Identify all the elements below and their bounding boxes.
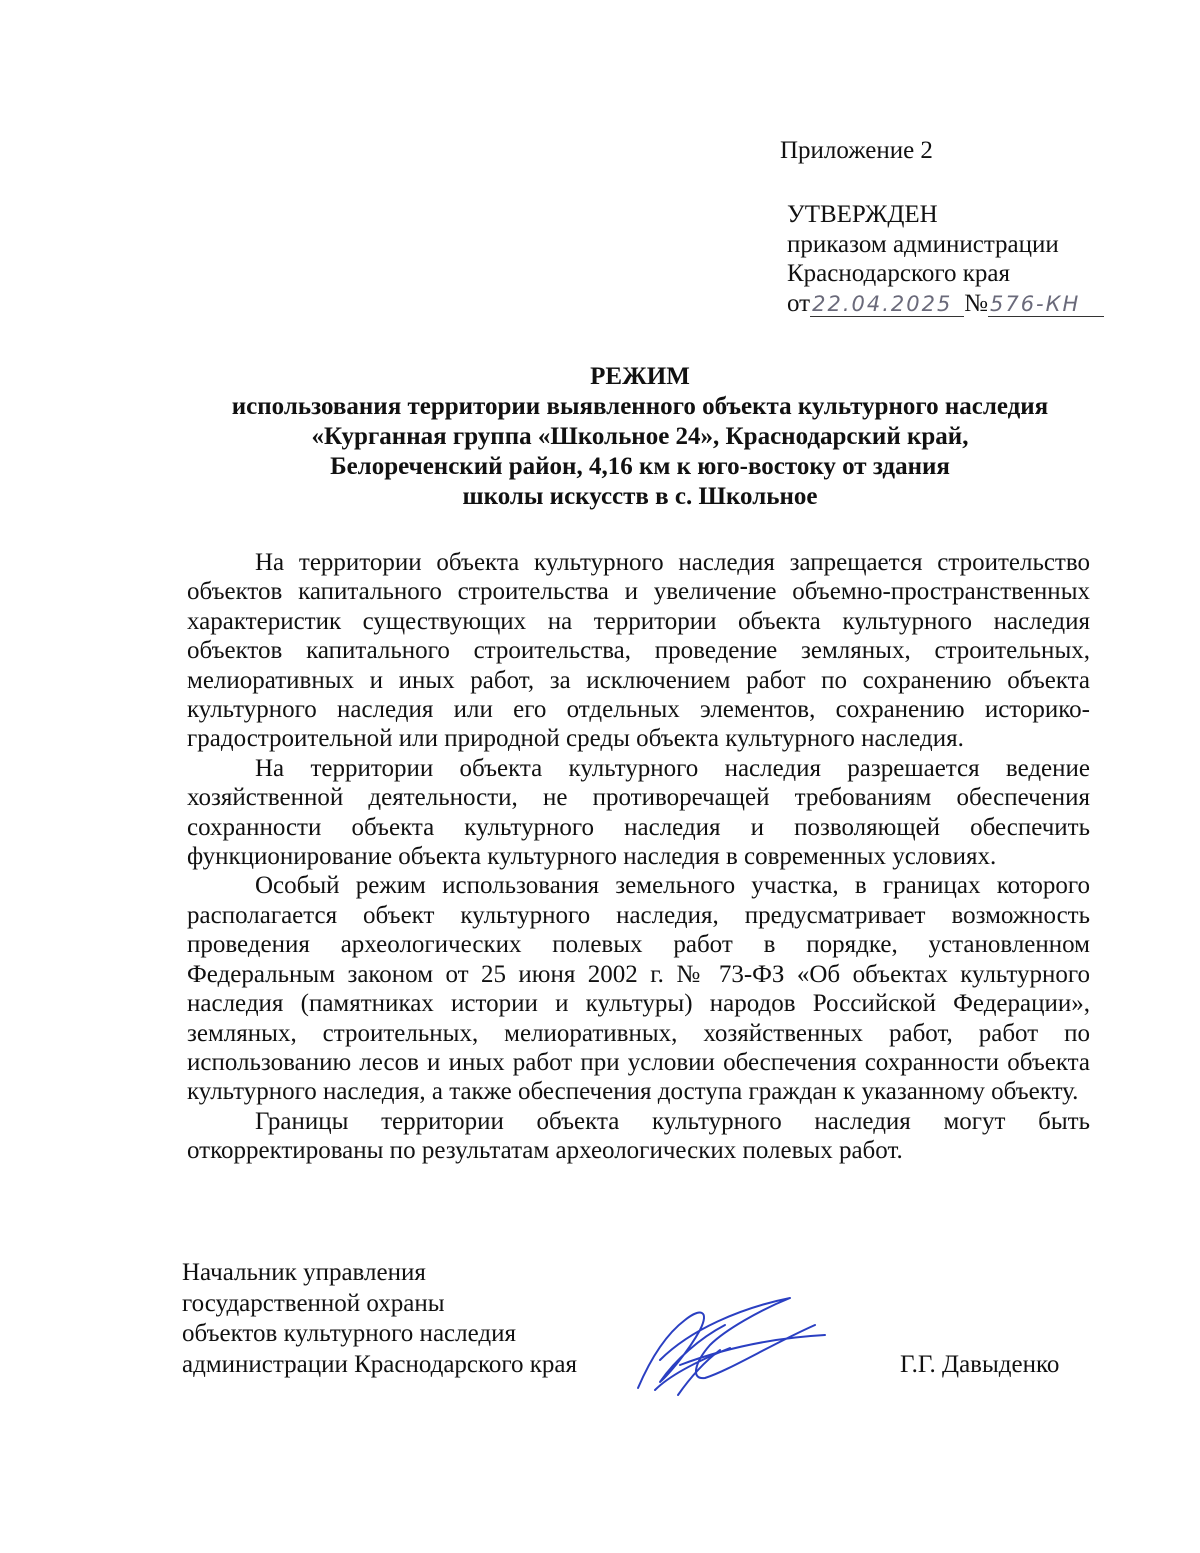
document-body bbox=[187, 548, 1090, 1166]
order-date-number bbox=[787, 289, 1104, 319]
title-line-4: Белореченский район, 4,16 км к юго-востоку от здания bbox=[330, 453, 950, 480]
paragraph-1: На территории объекта культурного наследия запрещается строительство объектов капитального строительства и увеличение объемно-пространственных характеристик существующих на территории объекта культурного наследия объектов капитального строительства, проведение земляных, строительных, мелиоративных и иных работ, за исключением работ по сохранению объекта культурного наследия или его отдельных элементов, сохранению историко-градостроительной или природной среды объекта культурного наследия. bbox=[187, 549, 1090, 753]
handwritten-date: 22.04.2025 bbox=[810, 292, 964, 317]
title-line-2: использования территории выявленного объекта культурного наследия bbox=[231, 393, 1049, 420]
annex-label: Приложение 2 bbox=[780, 137, 933, 164]
document-title bbox=[180, 362, 1100, 512]
order-line-2: Краснодарского края bbox=[787, 260, 1010, 287]
position-line-1: Начальник управления bbox=[182, 1259, 426, 1286]
paragraph-3: Особый режим использования земельного участка, в границах которого располагается объект культурного наследия, предусматривает возможность проведения археологических полевых работ в порядке, установленном Федеральным законом от 25 июня 2002 г. № 73-ФЗ «Об объектах культурного наследия (памятниках истории и культуры) народов Российской Федерации», земляных, строительных, мелиоративных, хозяйственных работ, работ по использованию лесов и иных работ при условии обеспечения сохранности объекта культурного наследия, а также обеспечения доступа граждан к указанному объекту. bbox=[187, 872, 1090, 1106]
paragraph-4: Границы территории объекта культурного наследия могут быть откорректированы по результатам археологических полевых работ. bbox=[187, 1107, 1090, 1165]
order-line-1: приказом администрации bbox=[787, 230, 1059, 258]
position-line-3: объектов культурного наследия bbox=[182, 1320, 516, 1347]
signatory-name: Г.Г. Давыденко bbox=[900, 1351, 1060, 1378]
handwritten-signature bbox=[630, 1290, 840, 1400]
title-line-1: РЕЖИМ bbox=[590, 363, 690, 390]
approval-block bbox=[787, 200, 1104, 318]
approved-label: УТВЕРЖДЕН bbox=[787, 201, 938, 228]
title-line-5: школы искусств в с. Школьное bbox=[462, 483, 818, 510]
position-line-4: администрации Краснодарского края bbox=[182, 1350, 578, 1378]
handwritten-number: 576-КН bbox=[988, 292, 1104, 317]
date-prefix: от bbox=[787, 289, 811, 317]
paragraph-2: На территории объекта культурного наследия разрешается ведение хозяйственной деятельности, не противоречащей требованиям обеспечения сохранности объекта культурного наследия и позволяющей обеспечить функционирование объекта культурного наследия в современных условиях. bbox=[187, 754, 1090, 871]
position-line-2: государственной охраны bbox=[182, 1289, 445, 1317]
number-prefix: № bbox=[964, 289, 988, 317]
title-line-3: «Курганная группа «Школьное 24», Краснодарский край, bbox=[311, 423, 969, 450]
signatory-position bbox=[182, 1258, 577, 1380]
